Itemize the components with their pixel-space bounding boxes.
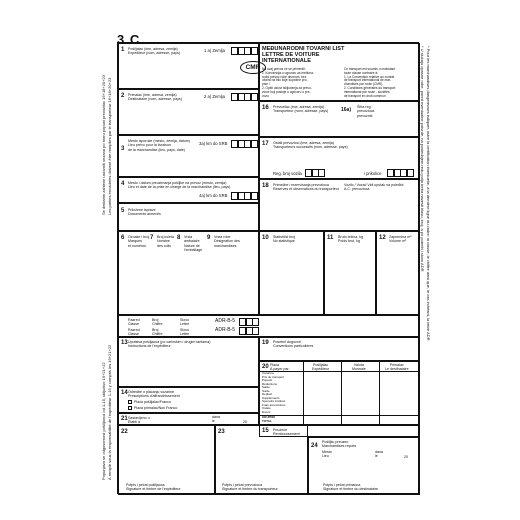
field-5-label: Priložene isprave Documents annexés — [128, 208, 161, 217]
field-24-place-label: Mesto Lieu — [322, 450, 332, 459]
field-20-row-total: UKUPNO TOTAL — [262, 415, 276, 423]
field-20-row-accessory: Sporedni troškovi Frais accessoires — [262, 399, 286, 407]
field-8-label: Vrsta ambalaže Nature de l'emballage — [184, 235, 203, 252]
field-3-number: 3 — [121, 146, 125, 152]
field-12-label: Zapremina m³ Volume m³ — [389, 235, 412, 244]
field-6-number: 6 — [121, 235, 125, 241]
adr-boxes-1[interactable] — [240, 318, 259, 326]
goods-description-area[interactable] — [118, 231, 259, 315]
field-14-nonfranco-label: Plaća primalac/Non Franco — [134, 406, 178, 410]
field-22-number: 22 — [121, 429, 128, 435]
field-14-nonfranco-checkbox[interactable] — [128, 406, 132, 410]
field-20-row-freight: Vozarina Prix de transport — [262, 371, 285, 379]
field-23[interactable] — [215, 425, 308, 495]
field-24-date-label: dana le — [375, 450, 383, 459]
field-18-label: Primedbe i rezervisanja prevozioca Réserves et observations du transporteur — [273, 183, 339, 192]
field-3-code-boxes[interactable] — [232, 140, 258, 148]
field-15-number: 15 — [262, 428, 269, 434]
adr-boxes-2[interactable] — [240, 327, 259, 335]
field-1-label: Pošiljalac (ime, adresa, zemlja) Expéditeur (nom, adresse, pays) — [128, 47, 180, 56]
field-5[interactable] — [118, 203, 259, 231]
field-2-label: Primalac (ime, adresa, zemlja) Destinataire (nom, adresse, pays) — [128, 93, 182, 102]
form-code: 3 C — [117, 32, 141, 47]
field-24-number: 24 — [311, 443, 318, 449]
field-4-number: 4 — [121, 181, 125, 187]
field-18[interactable] — [259, 179, 420, 231]
field-20-number: 20 — [262, 364, 269, 370]
field-17-label: Ostali prevozioci (ime, adresa, zemlja) Transporteurs successifs (nom, adresse, pays) — [273, 141, 348, 150]
field-18-note: Vozilo / Vozač Vidi uputak na poleđini A.C. prevozioca — [344, 183, 404, 192]
field-22-signature-label: Potpis i pečat pošiljaoca Signature et timbre de l'expéditeur — [126, 483, 181, 492]
field-3-label: Mesto isporuke (mesto, zemlja, datum) Lieu prévu pour la livraison de la marchandise (lieu, pays, date) — [128, 139, 190, 152]
adr-tag-2: ADR-B-5 — [215, 327, 236, 333]
field-4-code-boxes[interactable] — [232, 192, 258, 200]
field-17-vehicle-reg: Reg. broj vozila — [273, 171, 302, 176]
header-title: MEĐUNARODNI TOVARNI LIST LETTRE DE VOITURE INTERNATIONALE — [262, 46, 345, 64]
field-16[interactable] — [259, 101, 420, 137]
field-4[interactable] — [118, 177, 259, 203]
field-17-trailer-reg: i prikolice — [364, 171, 382, 176]
field-24-year: 20 — [404, 455, 408, 459]
adr-number-label: Broj Chiffre — [152, 318, 163, 327]
field-1-code-boxes[interactable] — [232, 47, 258, 55]
field-13-label: Uputstva pošiljaoca (po carinskim i drugim tarifama) Instructions de l'expéditeur — [128, 340, 211, 349]
field-12-number: 12 — [379, 235, 386, 241]
field-14-franco-label: Plaća pošiljalac/Franco — [134, 400, 171, 404]
field-11-label: Bruto težina, kg Poids brut, kg — [338, 235, 363, 244]
field-20-row-discounts: Popusti Réductions — [262, 378, 278, 386]
field-4-code: 4a) km do SRB — [199, 193, 228, 198]
field-11-number: 11 — [327, 235, 334, 241]
field-21-date-label: dana le — [212, 415, 220, 424]
field-18-number: 18 — [262, 183, 269, 189]
side-note-right-fr: * Pour les marchandises dangereuses indiquer, outre la certification éventuelle, à la dernière ligne du cadre: la classe, le chiffre ainsi que, le cas échéant, la lettre ADR — [426, 46, 431, 341]
side-note-left-bottom-fr: À remplir sous la responsabilité de l'expéditeur 1-15 y compris les 19+21+22 — [107, 344, 112, 480]
field-24-signature-label: Potpis i pečat primaoca Signature et timbre du destinataire — [323, 483, 378, 492]
field-16-number: 16 — [262, 105, 269, 111]
header-note-right: Ce transport est soumis, nonobstant toute clause contraire à: 1. La Convention relative au contrat de transport international de mar- chandises par route (CMR). 2. Conditions générales du transport international par route - sociétés de transport en droit commun — [344, 67, 396, 98]
field-11[interactable] — [324, 231, 376, 315]
cmr-form — [117, 42, 419, 494]
side-note-left-top-fr: Les parties encadrées doivent être remplies par le transporteur 16+18+20+23 — [107, 77, 112, 215]
field-19[interactable] — [259, 337, 420, 361]
field-6-label: Oznake i broj Marques et numéros — [128, 235, 150, 248]
side-note-right: * U slučaju opasne robe, pored eventualne potvrde, na poslednjem redu polja treba navesti klasu, broj, a po potrebi i slovo ADR — [420, 46, 425, 272]
field-19-number: 19 — [262, 340, 269, 346]
field-3-code: 3a) km do SRB — [199, 141, 228, 146]
adr-tag-1: ADR-B-5 — [215, 318, 236, 324]
field-15-label: Pouzeće Remboursement — [273, 428, 300, 437]
field-16-code-label: Šifra reg. prevozioca prevoznik — [357, 105, 375, 118]
field-1[interactable] — [118, 43, 259, 89]
field-20-row-balance: Saldo Solde — [262, 385, 270, 393]
field-24[interactable] — [308, 437, 420, 495]
field-16-code: 16a) — [341, 107, 352, 113]
field-5-number: 5 — [121, 208, 125, 214]
field-14 — [118, 387, 259, 413]
field-2[interactable] — [118, 89, 259, 135]
field-14-label: Odredbe o plaćanju vozarine Prescriptions d'affranchissement — [128, 390, 180, 399]
field-20-row-supplements: Doplaci Suppléments — [262, 392, 280, 400]
field-20-col-sender: Pošiljalac Expéditeur — [312, 363, 330, 372]
field-2-code: 2 a) Zemlja — [204, 94, 225, 99]
field-7-label: Broj koleta Nombre des colis — [157, 235, 174, 248]
adr-class-label: Razred Classe — [128, 318, 140, 327]
field-20-col-consignee: Primalac Le destinataire — [385, 363, 409, 372]
header-note-left: Na ovaj prevoz će se primeniti: 1. Konvencija o ugovoru za međuna- rodni prevoz robe drumom, bez obzira na bilo koje suprotne pro- pise i 2. Opšti uslovi isključenja za prevo- zioce koji postoje u ugovoru o pre- vozu — [262, 67, 314, 98]
field-9-label: Vrsta robe Désignation des marchandises — [214, 235, 240, 248]
side-note-left-top: Se deklarim zahteve uslovnih vezana po moru popuni prevozilac 16+18+20+23 — [101, 75, 106, 215]
field-14-franco-checkbox[interactable] — [128, 400, 132, 404]
field-16-label: Prevozilac (ime, adresa, zemlja) Transporteur (nom, adresse, pays) — [273, 105, 329, 114]
field-20-row-other: Ostalo Divers — [262, 406, 271, 414]
field-10-label: Statistički broj No statistique — [273, 235, 296, 244]
field-3[interactable] — [118, 135, 259, 177]
field-23-number: 23 — [218, 429, 225, 435]
field-1-code: 1 a) Zemlja — [204, 48, 225, 53]
field-17-number: 17 — [262, 141, 269, 147]
cmr-logo: CMR — [240, 61, 266, 74]
field-21[interactable] — [118, 413, 259, 425]
field-13-number: 13 — [121, 340, 128, 346]
field-10[interactable] — [259, 231, 324, 315]
field-22[interactable] — [118, 425, 215, 495]
field-17-vehicle-boxes[interactable] — [306, 169, 325, 177]
side-note-left-bottom: Popunjava se odgovornost pošiljaoca od 1-15, uključivo 19+21+22 — [101, 362, 106, 480]
field-17[interactable] — [259, 137, 420, 179]
adr-number-label-2: Broj Chiffre — [152, 328, 163, 337]
field-17-trailer-boxes[interactable] — [388, 169, 414, 177]
field-20 — [259, 361, 420, 425]
field-12[interactable] — [376, 231, 420, 315]
header-block — [259, 43, 420, 101]
field-10-number: 10 — [262, 235, 269, 241]
field-20-col-currency: Valuta Monnaie — [352, 363, 366, 372]
field-21-year: 20 — [243, 420, 247, 424]
field-7-number: 7 — [150, 235, 154, 241]
adr-letter-label: Slovo Lettre — [180, 318, 190, 327]
field-24-label: Pošiljku preuzeo Marchandises reçues — [322, 440, 357, 449]
field-21-label: Sastavljeno u Établi à — [128, 416, 150, 425]
adr-letter-label-2: Slovo Lettre — [180, 328, 190, 337]
adr-rows — [118, 315, 420, 337]
field-8-number: 8 — [177, 235, 181, 241]
field-14-number: 14 — [121, 390, 128, 396]
field-23-signature-label: Potpis i pečat prevozioca Signature et timbre du transporteur — [222, 483, 278, 492]
field-2-code-boxes[interactable] — [232, 93, 258, 101]
field-9-number: 9 — [207, 235, 211, 241]
field-21-number: 21 — [121, 416, 128, 422]
field-2-number: 2 — [121, 93, 125, 99]
field-13[interactable] — [118, 337, 259, 387]
field-4-label: Mesto i datum preuzimanja pošiljke na prevoz (mesto, zemlja) Lieu et date de la prise en charge de la marchandise (lieu, pays) — [128, 181, 231, 190]
adr-class-label-2: Razred Classe — [128, 328, 140, 337]
field-1-number: 1 — [121, 47, 125, 53]
field-19-label: Posebni dogovori Conventions particulières — [273, 340, 314, 349]
field-20-label: Plaća À payer par: — [270, 363, 290, 372]
